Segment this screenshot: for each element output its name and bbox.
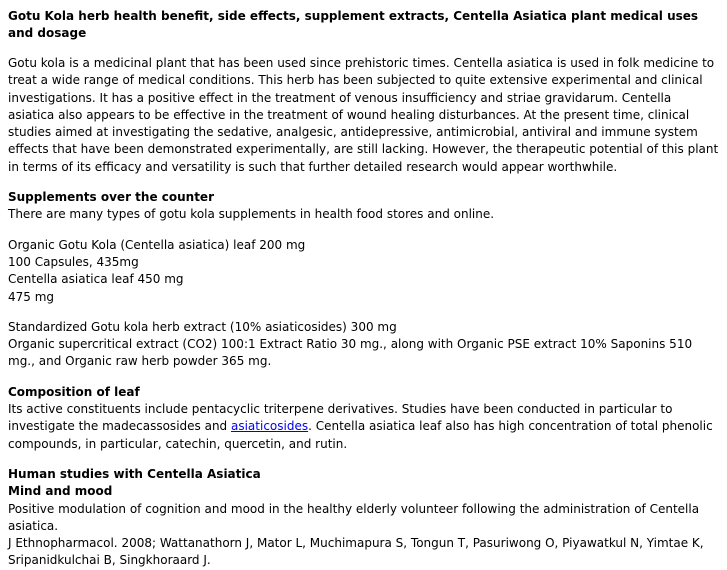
- supplements-text: There are many types of gotu kola supplements in health food stores and online.: [8, 207, 495, 222]
- supplements-heading: Supplements over the counter: [8, 190, 214, 205]
- supplement-item: Standardized Gotu kola herb extract (10% asiaticosides) 300 mg: [8, 319, 397, 334]
- composition-text-start: Its active constituents include pentacyclic triterpene derivatives. Studies have been conducted in particular to investigate the madecassosides and: [8, 402, 673, 434]
- composition-paragraph: [8, 401, 719, 453]
- supplement-item: 100 Capsules, 435mg: [8, 254, 139, 269]
- supplement-list-2: [8, 319, 719, 371]
- mind-mood-text: Positive modulation of cognition and mood in the healthy elderly volunteer following the administration of Centella asiatica.: [8, 501, 700, 533]
- supplement-item: Centella asiatica leaf 450 mg: [8, 272, 184, 287]
- human-studies-heading: Human studies with Centella Asiatica: [8, 466, 261, 481]
- asiaticosides-link[interactable]: asiaticosides: [230, 419, 309, 434]
- supplement-item: Organic Gotu Kola (Centella asiatica) leaf 200 mg: [8, 237, 306, 252]
- composition-text-end: . Centella asiatica leaf also has high concentration of total phenolic compounds, in particular, catechin, quercetin, and rutin.: [8, 419, 713, 451]
- supplement-item: 475 mg: [8, 289, 55, 304]
- mind-mood-citation: J Ethnopharmacol. 2008; Wattanathorn J, Mator L, Muchimapura S, Tongun T, Pasuriwong O, Piyawatkul N, Yimtae K, Sripanidkulchai B, Singkhoraard J.: [8, 536, 704, 568]
- supplement-item: Organic supercritical extract (CO2) 100:1 Extract Ratio 30 mg., along with Organic PSE extract 10% Saponins 510 mg., and Organic raw herb powder 365 mg.: [8, 337, 693, 369]
- intro-paragraph: Gotu kola is a medicinal plant that has been used since prehistoric times. Centella asiatica is used in folk medicine to treat a wide range of medical conditions. This herb has been subjected to quite extensive experimental and clinical investigations. It has a positive effect in the treatment of venous insufficiency and striae gravidarum. Centella asiatica also appears to be effective in the treatment of wound healing disturbances. At the present time, clinical studies aimed at investigating the sedative, analgesic, antidepressive, antimicrobial, antiviral and immune system effects that have been demonstrated experimentally, are still lacking. However, the therapeutic potential of this plant in terms of its efficacy and versatility is such that further detailed research would appear worthwhile.: [8, 56, 719, 174]
- supplement-list-1: [8, 237, 719, 306]
- page-title: Gotu Kola herb health benefit, side effects, supplement extracts, Centella Asiatica plant medical uses and dosage: [8, 9, 699, 40]
- article: [8, 8, 719, 570]
- mind-mood-heading: Mind and mood: [8, 484, 113, 499]
- composition-heading: Composition of leaf: [8, 384, 140, 399]
